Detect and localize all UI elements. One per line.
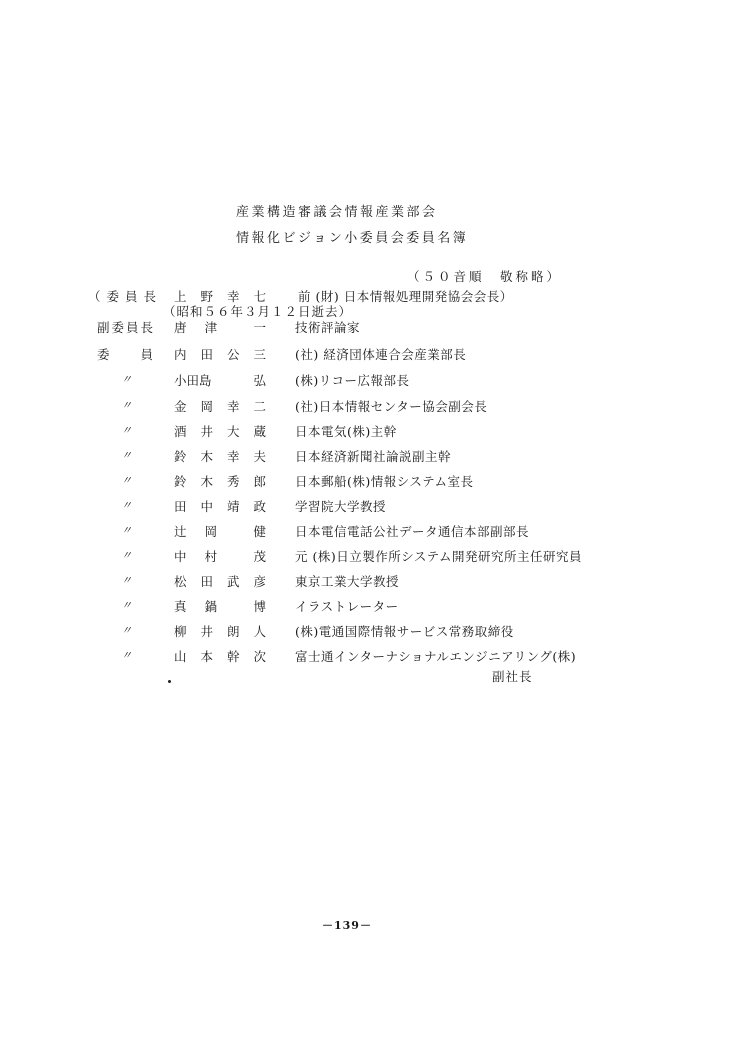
chair-note: （昭和５６年３月１２日逝去） — [163, 304, 353, 319]
member-affiliation-continued: 副社長 — [492, 669, 533, 684]
member-name — [174, 345, 266, 363]
ditto-mark: 〃 — [121, 574, 134, 587]
member-name-char: 田 — [174, 499, 187, 514]
member-name-char: 健 — [253, 524, 266, 539]
ditto-mark: 〃 — [121, 449, 134, 462]
member-name-char: 山 — [174, 649, 187, 664]
member-name-char: 鈴 — [174, 474, 187, 489]
member-name-char: 次 — [253, 649, 266, 664]
member-name — [174, 472, 266, 490]
member-name-char: 岡 — [204, 524, 218, 539]
member-name-char: 幸 — [226, 449, 240, 464]
member-affiliation: (社)日本情報センター協会副会長 — [295, 399, 488, 414]
vice-chair-affiliation: 技術評論家 — [295, 320, 361, 335]
member-name-char: 真 — [174, 599, 187, 614]
member-row — [0, 547, 750, 567]
member-name-char: 辻 — [174, 524, 187, 539]
member-affiliation: 学習院大学教授 — [295, 499, 387, 514]
member-name — [174, 547, 266, 565]
member-affiliation: 日本経済新聞社論説副主幹 — [295, 449, 452, 464]
member-name — [174, 447, 266, 465]
ditto-mark: 〃 — [121, 649, 134, 662]
member-name-char: 木 — [200, 474, 213, 489]
member-name-char: 秀 — [226, 474, 240, 489]
member-row — [0, 622, 750, 642]
member-name-char: 博 — [253, 599, 266, 614]
member-name-char: 二 — [253, 399, 266, 414]
vice-chair-name-char: 津 — [204, 320, 218, 335]
member-name — [174, 397, 266, 415]
member-name-char: 大 — [226, 424, 240, 439]
vice-chair-name-char: 一 — [253, 320, 266, 335]
member-name — [174, 597, 266, 615]
member-row — [0, 647, 750, 667]
member-name-char: 公 — [226, 347, 240, 362]
member-name-char: 井 — [200, 424, 213, 439]
stray-dot — [168, 680, 171, 683]
member-row — [0, 447, 750, 467]
member-name-char: 酒 — [174, 424, 187, 439]
chair-name-char: 野 — [200, 289, 213, 304]
member-affiliation: 日本電信電話公社データ通信本部副部長 — [295, 524, 530, 539]
member-name-char: 鍋 — [204, 599, 218, 614]
member-name-char: 小田島 — [174, 373, 212, 388]
member-name-char: 松 — [174, 574, 187, 589]
member-row — [0, 345, 750, 365]
member-affiliation: 日本電気(株)主幹 — [295, 424, 397, 439]
ditto-mark: 〃 — [121, 599, 134, 612]
member-name — [174, 522, 266, 540]
vice-chair-role: 副委員長 — [97, 320, 156, 335]
member-name-char: 村 — [204, 549, 218, 564]
member-name-char: 人 — [253, 624, 266, 639]
member-row — [0, 597, 750, 617]
member-name — [174, 497, 266, 515]
member-affiliation: (株)電通国際情報サービス常務取締役 — [295, 624, 514, 639]
member-name-char: 中 — [200, 499, 213, 514]
member-name-char: 朗 — [226, 624, 240, 639]
member-affiliation: イラストレーター — [295, 599, 399, 614]
title-line-1: 産業構造審議会情報産業部会 — [236, 205, 438, 220]
member-name-char: 幹 — [226, 649, 240, 664]
member-name-char: 郎 — [253, 474, 266, 489]
chair-row — [0, 287, 750, 307]
chair-name-char: 幸 — [226, 289, 240, 304]
ditto-mark: 〃 — [121, 399, 134, 412]
member-name-char: 蔵 — [253, 424, 266, 439]
member-name-char: 中 — [174, 549, 187, 564]
member-name-char: 彦 — [253, 574, 266, 589]
member-affiliation: (社) 経済団体連合会産業部長 — [295, 347, 467, 362]
member-name-char: 田 — [200, 574, 213, 589]
member-name-char: 弘 — [253, 373, 266, 388]
member-row — [0, 422, 750, 442]
ditto-mark: 〃 — [121, 624, 134, 637]
member-affiliation: 日本郵船(株)情報システム室長 — [295, 474, 474, 489]
member-name-char: 武 — [226, 574, 240, 589]
member-name-char: 田 — [200, 347, 213, 362]
member-name-char: 靖 — [226, 499, 240, 514]
member-name — [174, 422, 266, 440]
member-name-char: 金 — [174, 399, 187, 414]
ditto-mark: 〃 — [121, 373, 134, 386]
member-row — [0, 497, 750, 517]
member-name-char: 政 — [253, 499, 266, 514]
member-name — [174, 572, 266, 590]
ditto-mark: 〃 — [121, 524, 134, 537]
member-name-char: 柳 — [174, 624, 187, 639]
member-name-char: 三 — [253, 347, 266, 362]
order-note: （５０音順 敬称略） — [407, 269, 563, 284]
member-row — [0, 371, 750, 391]
member-affiliation: 東京工業大学教授 — [295, 574, 400, 589]
page-number: －139－ — [322, 919, 372, 932]
ditto-mark: 〃 — [121, 499, 134, 512]
vice-chair-name — [174, 318, 266, 336]
member-row — [0, 397, 750, 417]
chair-role: （委員長 — [88, 289, 163, 304]
chair-affiliation: 前 (財) 日本情報処理開発協会会長） — [298, 289, 513, 304]
member-row — [0, 572, 750, 592]
chair-name-char: 七 — [253, 289, 266, 304]
ditto-mark: 〃 — [121, 424, 134, 437]
member-name — [174, 647, 266, 665]
member-name-char: 茂 — [253, 549, 266, 564]
member-name-char: 本 — [200, 649, 213, 664]
member-name-char: 鈴 — [174, 449, 187, 464]
member-name-char: 岡 — [200, 399, 213, 414]
ditto-mark: 〃 — [121, 549, 134, 562]
member-row — [0, 472, 750, 492]
members-role: 委 員 — [97, 347, 156, 362]
member-name-char: 夫 — [253, 449, 266, 464]
member-affiliation: 富士通インターナショナルエンジニアリング(株) — [295, 649, 577, 664]
vice-chair-row — [0, 318, 750, 338]
member-name-char: 木 — [200, 449, 213, 464]
member-name-char: 幸 — [226, 399, 240, 414]
member-row — [0, 522, 750, 542]
title-line-2: 情報化ビジョン小委員会委員名簿 — [236, 231, 469, 246]
member-name — [174, 371, 266, 389]
member-affiliation: (株)リコー広報部長 — [295, 373, 410, 388]
chair-name-char: 上 — [174, 289, 187, 304]
member-name-char: 井 — [200, 624, 213, 639]
member-name — [174, 622, 266, 640]
member-affiliation: 元 (株)日立製作所システム開発研究所主任研究員 — [295, 549, 582, 564]
ditto-mark: 〃 — [121, 474, 134, 487]
member-name-char: 内 — [174, 347, 187, 362]
vice-chair-name-char: 唐 — [174, 320, 187, 335]
